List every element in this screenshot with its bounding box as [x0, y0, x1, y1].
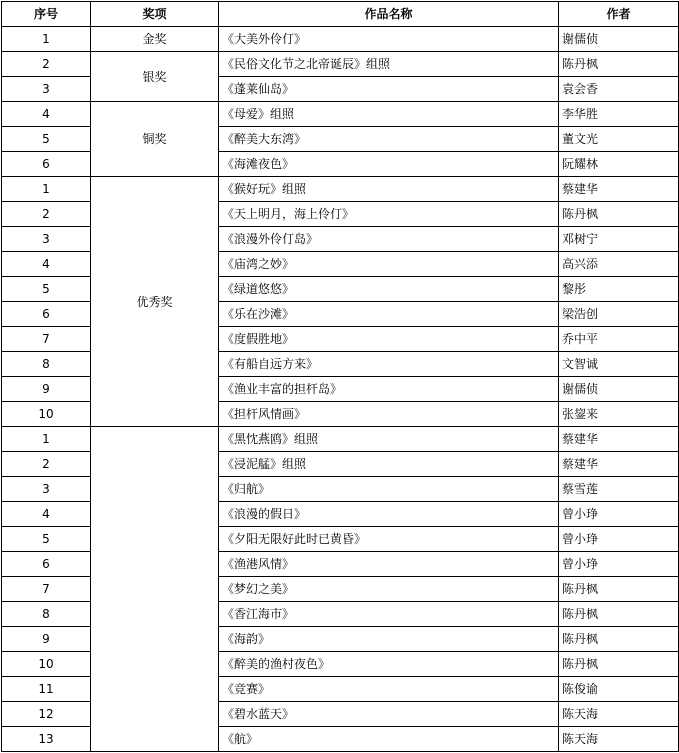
- row-author: 陈天海: [559, 727, 679, 752]
- row-title: 《乐在沙滩》: [219, 302, 559, 327]
- row-no: 13: [2, 727, 91, 752]
- row-author: 文智诚: [559, 352, 679, 377]
- row-no: 2: [2, 202, 91, 227]
- row-author: 陈丹枫: [559, 627, 679, 652]
- row-no: 12: [2, 702, 91, 727]
- row-title: 《梦幻之美》: [219, 577, 559, 602]
- row-title: 《庙湾之妙》: [219, 252, 559, 277]
- row-author: 谢儒侦: [559, 27, 679, 52]
- row-no: 3: [2, 477, 91, 502]
- row-no: 6: [2, 552, 91, 577]
- row-author: 谢儒侦: [559, 377, 679, 402]
- row-author: 蔡建华: [559, 452, 679, 477]
- row-author: 陈俊谕: [559, 677, 679, 702]
- table-row: [2, 27, 679, 52]
- table-row: [2, 427, 679, 452]
- row-no: 2: [2, 452, 91, 477]
- row-no: 3: [2, 77, 91, 102]
- row-author: 李华胜: [559, 102, 679, 127]
- row-author: 阮耀林: [559, 152, 679, 177]
- row-no: 11: [2, 677, 91, 702]
- row-author: 曾小琤: [559, 552, 679, 577]
- row-title: 《黑忱燕鸥》组照: [219, 427, 559, 452]
- row-title: 《蓬莱仙岛》: [219, 77, 559, 102]
- header-author: 作者: [559, 2, 679, 27]
- row-title: 《母爱》组照: [219, 102, 559, 127]
- row-no: 9: [2, 377, 91, 402]
- row-title: 《大美外伶仃》: [219, 27, 559, 52]
- row-title: 《海滩夜色》: [219, 152, 559, 177]
- row-title: 《夕阳无限好此时已黄昏》: [219, 527, 559, 552]
- table-row: [2, 177, 679, 202]
- awards-table: [1, 1, 679, 752]
- row-no: 2: [2, 52, 91, 77]
- row-title: 《民俗文化节之北帝诞辰》组照: [219, 52, 559, 77]
- header-title: 作品名称: [219, 2, 559, 27]
- row-no: 7: [2, 577, 91, 602]
- row-title: 《渔业丰富的担杆岛》: [219, 377, 559, 402]
- row-title: 《香江海市》: [219, 602, 559, 627]
- row-author: 陈丹枫: [559, 577, 679, 602]
- row-no: 8: [2, 352, 91, 377]
- row-title: 《浸泥艋》组照: [219, 452, 559, 477]
- row-title: 《渔港风情》: [219, 552, 559, 577]
- row-title: 《竞赛》: [219, 677, 559, 702]
- row-author: 高兴添: [559, 252, 679, 277]
- award-excellence: 优秀奖: [91, 177, 219, 427]
- row-no: 1: [2, 177, 91, 202]
- row-no: 8: [2, 602, 91, 627]
- row-title: 《绿道悠悠》: [219, 277, 559, 302]
- row-author: 陈天海: [559, 702, 679, 727]
- header-no: 序号: [2, 2, 91, 27]
- row-no: 10: [2, 652, 91, 677]
- row-title: 《碧水蓝天》: [219, 702, 559, 727]
- row-author: 梁浩创: [559, 302, 679, 327]
- row-author: 蔡雪莲: [559, 477, 679, 502]
- row-no: 4: [2, 252, 91, 277]
- row-author: 蔡建华: [559, 427, 679, 452]
- row-no: 4: [2, 502, 91, 527]
- row-no: 4: [2, 102, 91, 127]
- row-title: 《归航》: [219, 477, 559, 502]
- header-row: [2, 2, 679, 27]
- header-award: 奖项: [91, 2, 219, 27]
- award-gold: 金奖: [91, 27, 219, 52]
- row-title: 《度假胜地》: [219, 327, 559, 352]
- row-title: 《猴好玩》组照: [219, 177, 559, 202]
- row-title: 《有船自远方来》: [219, 352, 559, 377]
- row-no: 6: [2, 152, 91, 177]
- row-author: 袁会香: [559, 77, 679, 102]
- row-author: 曾小琤: [559, 502, 679, 527]
- row-no: 7: [2, 327, 91, 352]
- row-author: 乔中平: [559, 327, 679, 352]
- award-merged-blank: [91, 427, 219, 752]
- row-author: 陈丹枫: [559, 602, 679, 627]
- row-no: 3: [2, 227, 91, 252]
- table-row: [2, 102, 679, 127]
- row-author: 蔡建华: [559, 177, 679, 202]
- row-title: 《担杆风情画》: [219, 402, 559, 427]
- row-author: 黎彤: [559, 277, 679, 302]
- row-title: 《浪漫外伶仃岛》: [219, 227, 559, 252]
- row-title: 《海韵》: [219, 627, 559, 652]
- row-no: 5: [2, 277, 91, 302]
- row-title: 《航》: [219, 727, 559, 752]
- row-author: 陈丹枫: [559, 202, 679, 227]
- row-author: 陈丹枫: [559, 52, 679, 77]
- row-title: 《醉美的渔村夜色》: [219, 652, 559, 677]
- row-title: 《天上明月，海上伶仃》: [219, 202, 559, 227]
- row-no: 6: [2, 302, 91, 327]
- table-row: [2, 52, 679, 77]
- row-author: 陈丹枫: [559, 652, 679, 677]
- row-no: 9: [2, 627, 91, 652]
- row-no: 1: [2, 27, 91, 52]
- row-no: 10: [2, 402, 91, 427]
- row-author: 张鋆来: [559, 402, 679, 427]
- row-author: 邓树宁: [559, 227, 679, 252]
- row-author: 董文光: [559, 127, 679, 152]
- row-title: 《醉美大东湾》: [219, 127, 559, 152]
- row-title: 《浪漫的假日》: [219, 502, 559, 527]
- row-no: 1: [2, 427, 91, 452]
- row-no: 5: [2, 527, 91, 552]
- award-silver: 银奖: [91, 52, 219, 102]
- row-no: 5: [2, 127, 91, 152]
- row-author: 曾小琤: [559, 527, 679, 552]
- award-bronze: 铜奖: [91, 102, 219, 177]
